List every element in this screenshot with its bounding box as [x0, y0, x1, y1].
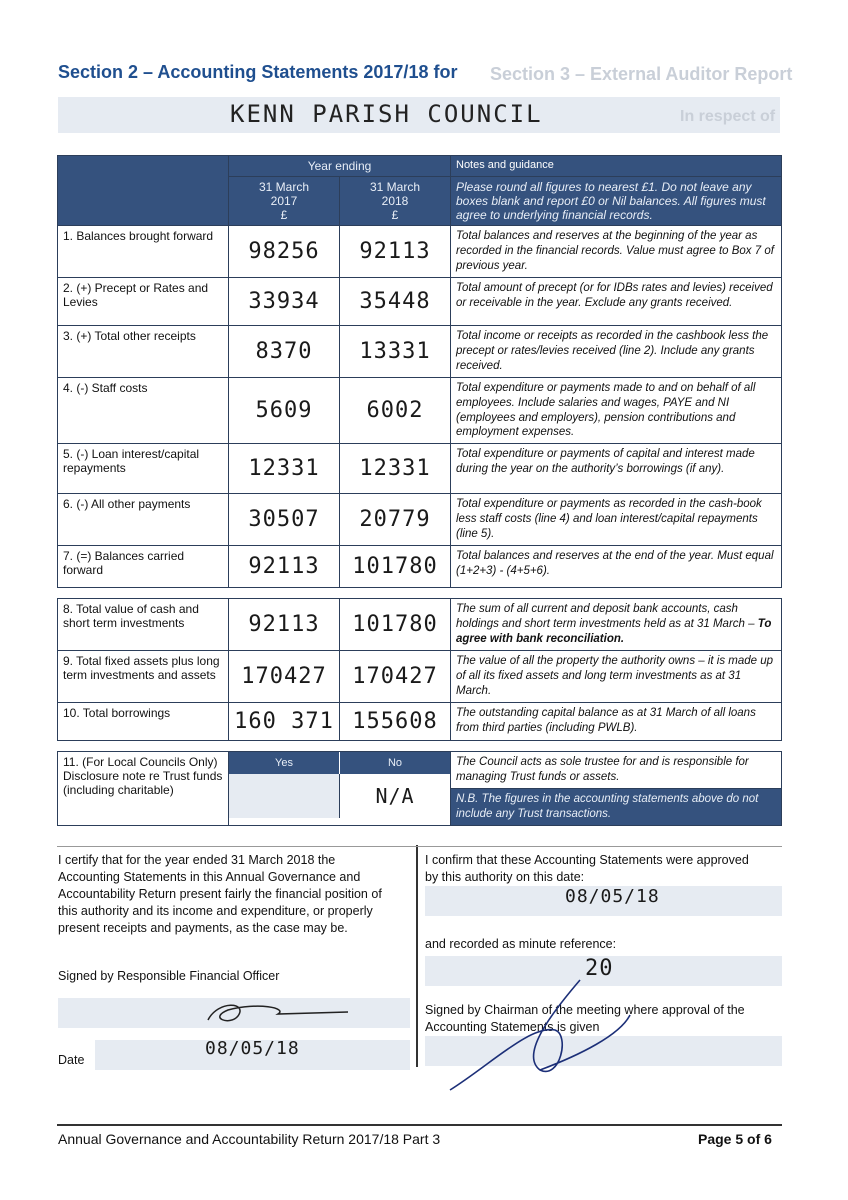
ghost-section3-title: Section 3 – External Auditor Report	[490, 64, 793, 84]
row-label: 6. (-) All other payments	[58, 494, 229, 546]
row-note: Total expenditure or payments of capital and interest made during the year on the authority’s borrowings (if any).	[451, 444, 782, 494]
value-2017: 5609	[229, 377, 340, 444]
row-note-text: The sum of all current and deposit bank accounts, cash holdings and short term investments held as at 31 March –	[456, 603, 755, 631]
row-note-bold: To agree with bank reconciliation.	[456, 618, 772, 646]
value-2017: 92113	[229, 599, 340, 651]
date-label: Date	[58, 1053, 85, 1067]
yes-answer-box[interactable]	[229, 774, 339, 818]
date-value: 08/05/18	[205, 1038, 300, 1059]
notes-header: Notes and guidance	[451, 156, 782, 177]
value-2017: 12331	[229, 444, 340, 494]
rfo-signature-box[interactable]	[58, 998, 410, 1028]
row-note: Total expenditure or payments as recorded in the cash-book less staff costs (line 4) and loan interest/capital repayments (line 5).	[451, 494, 782, 546]
chair-signature	[430, 975, 650, 1100]
yes-header: Yes	[229, 752, 339, 774]
value-2017: 33934	[229, 277, 340, 325]
certify-top-rule	[57, 846, 782, 847]
year-ending-header: Year ending	[229, 156, 451, 177]
row-label: 1. Balances brought forward	[58, 226, 229, 278]
row-note	[451, 599, 782, 651]
footer-left: Annual Governance and Accountability Return 2017/18 Part 3	[58, 1131, 441, 1147]
value-2018: 101780	[340, 599, 451, 651]
row-note: Total income or receipts as recorded in the cashbook less the precept or rates/levies received (line 2). Include any grants received.	[451, 325, 782, 377]
value-2018: 155608	[340, 702, 451, 740]
row-note: The value of all the property the authority owns – it is made up of all its fixed assets and long term investments as at 31 March.	[451, 651, 782, 703]
value-2017: 30507	[229, 494, 340, 546]
minute-value: 20	[585, 956, 614, 981]
signed-chair-label: Signed by Chairman of the meeting where approval of the Accounting Statements is given	[425, 1003, 745, 1034]
value-2018: 6002	[340, 377, 451, 444]
trust-note-1: The Council acts as sole trustee for and is responsible for managing Trust funds or assets.	[451, 751, 782, 788]
value-2018: 92113	[340, 226, 451, 278]
row-label: 5. (-) Loan interest/capital repayments	[58, 444, 229, 494]
accounting-statements-table	[57, 155, 782, 826]
value-2018: 101780	[340, 546, 451, 588]
ghost-in-respect: In respect of	[680, 108, 776, 125]
row-label: 3. (+) Total other receipts	[58, 325, 229, 377]
approval-text: I confirm that these Accounting Statements were approved by this authority on this date:	[425, 853, 749, 884]
guidance-note: Please round all figures to nearest £1. Do not leave any boxes blank and report £0 or Nil balances. All figures must agree to underlying financial records.	[451, 177, 782, 226]
row-note: The outstanding capital balance as at 31 March of all loans from third parties (including PWLB).	[451, 702, 782, 740]
blank-header	[58, 156, 229, 226]
value-2018: 12331	[340, 444, 451, 494]
footer-rule	[57, 1124, 782, 1126]
value-2018: 20779	[340, 494, 451, 546]
value-2017: 170427	[229, 651, 340, 703]
row-note: Total amount of precept (or for IDBs rates and levies) received or receivable in the year. Exclude any grants received.	[451, 277, 782, 325]
approval-date-value: 08/05/18	[565, 886, 660, 907]
row-label: 7. (=) Balances carried forward	[58, 546, 229, 588]
trust-funds-label: 11. (For Local Councils Only) Disclosure note re Trust funds (including charitable)	[58, 751, 229, 825]
value-2018: 35448	[340, 277, 451, 325]
rfo-certification-text: I certify that for the year ended 31 March 2018 the Accounting Statements in this Annual Governance and Accountability Return present fairly the financial position of this authority and its income and expenditure, or properly present receipts and payments, as the case may be.	[58, 853, 382, 935]
yes-no-cell	[229, 751, 451, 825]
council-name: KENN PARISH COUNCIL	[230, 100, 543, 128]
row-label: 10. Total borrowings	[58, 702, 229, 740]
value-2018: 13331	[340, 325, 451, 377]
trust-note-2: N.B. The figures in the accounting statements above do not include any Trust transactions.	[451, 788, 782, 825]
value-2017: 98256	[229, 226, 340, 278]
row-note: Total balances and reserves at the end of the year. Must equal (1+2+3) - (4+5+6).	[451, 546, 782, 588]
col-2017-header: 31 March 2017 £	[229, 177, 340, 226]
certify-divider	[416, 845, 418, 1067]
value-2017: 8370	[229, 325, 340, 377]
rfo-signature	[58, 998, 410, 1028]
row-label: 8. Total value of cash and short term investments	[58, 599, 229, 651]
row-note: Total expenditure or payments made to and on behalf of all employees. Include salaries and wages, PAYE and NI (employees and employers), pension contributions and employment expenses.	[451, 377, 782, 444]
value-2017: 92113	[229, 546, 340, 588]
page-number: Page 5 of 6	[698, 1131, 772, 1147]
minute-label: and recorded as minute reference:	[425, 937, 617, 951]
value-2017: 160 371	[229, 702, 340, 740]
row-label: 9. Total fixed assets plus long term investments and assets	[58, 651, 229, 703]
page-title: Section 2 – Accounting Statements 2017/18 for	[58, 62, 458, 82]
value-2018: 170427	[340, 651, 451, 703]
col-2018-header: 31 March 2018 £	[340, 177, 451, 226]
no-answer-box[interactable]: N/A	[339, 774, 450, 818]
row-label: 2. (+) Precept or Rates and Levies	[58, 277, 229, 325]
no-header: No	[339, 752, 450, 774]
row-note: Total balances and reserves at the beginning of the year as recorded in the financial records. Value must agree to Box 7 of previous year.	[451, 226, 782, 278]
signed-rfo-label: Signed by Responsible Financial Officer	[58, 969, 280, 983]
row-label: 4. (-) Staff costs	[58, 377, 229, 444]
